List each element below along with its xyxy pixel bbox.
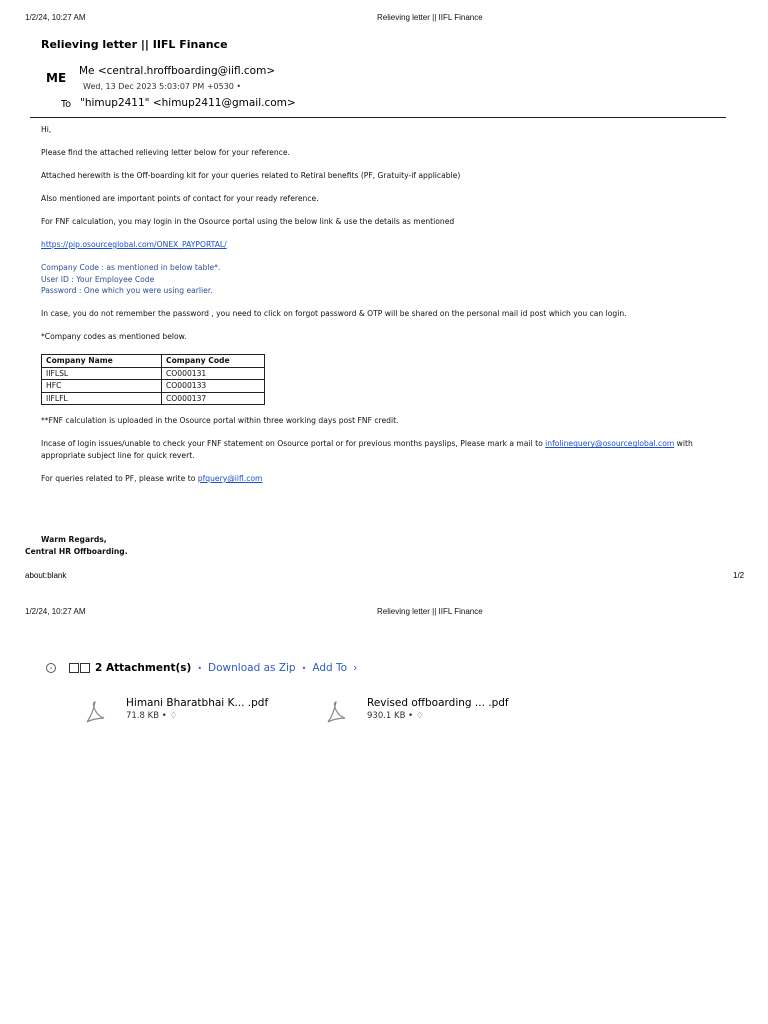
attachment-count: 2 Attachment(s): [95, 662, 192, 674]
regards-line: Warm Regards,: [41, 534, 107, 544]
attachment-name[interactable]: Revised offboarding ... .pdf: [367, 697, 509, 709]
tag-icon[interactable]: ♢: [415, 711, 424, 721]
attachment-name[interactable]: Himani Bharatbhai K... .pdf: [126, 697, 269, 709]
to-label: To: [61, 99, 72, 110]
checkbox-icon[interactable]: [69, 663, 79, 673]
print-title: Relieving letter || IIFL Finance: [377, 13, 483, 22]
body-paragraph: [41, 438, 731, 461]
table-row: [42, 392, 265, 405]
table-row: [42, 367, 265, 380]
pdf-icon: [84, 699, 106, 725]
body-paragraph: For FNF calculation, you may login in the Osource portal using the below link & use the details as mentioned: [41, 216, 455, 226]
avatar: ME: [46, 71, 67, 85]
email-subject: Relieving letter || IIFL Finance: [41, 38, 228, 51]
table-cell: HFC: [42, 380, 162, 393]
table-cell: CO000131: [162, 367, 265, 380]
login-details: [41, 262, 731, 297]
download-zip-link[interactable]: Download as Zip: [208, 662, 296, 674]
separator-dot: •: [301, 663, 307, 673]
email-body: [25, 124, 731, 558]
table-cell: IIFLSL: [42, 367, 162, 380]
attachment-meta: 930.1 KB • ♢: [367, 711, 424, 721]
table-header: Company Code: [162, 355, 265, 368]
email-to[interactable]: "himup2411" <himup2411@gmail.com>: [80, 97, 296, 109]
signature: [25, 534, 731, 558]
header-divider: [30, 117, 726, 118]
body-paragraph: *Company codes as mentioned below.: [41, 332, 187, 342]
user-id-line: User ID : Your Employee Code: [41, 274, 155, 284]
add-to-link[interactable]: Add To: [312, 662, 348, 674]
table-cell: IIFLFL: [42, 392, 162, 405]
collapse-icon[interactable]: ⌄: [46, 663, 56, 673]
page-footer-url: about:blank: [25, 571, 67, 580]
p9-text: For queries related to PF, please write to: [41, 473, 198, 483]
tag-icon[interactable]: ♢: [169, 711, 178, 721]
print-datetime: 1/2/24, 10:27 AM: [25, 13, 86, 22]
separator-dot: •: [197, 663, 203, 673]
attachment-meta: 71.8 KB • ♢: [126, 711, 178, 721]
attachments-bar: [46, 662, 357, 674]
pf-email-link[interactable]: pfquery@iifl.com: [197, 473, 263, 483]
body-paragraph: Please find the attached relieving letter below for your reference.: [41, 147, 290, 157]
greeting: Hi,: [41, 125, 52, 134]
signature-line: Central HR Offboarding.: [25, 546, 128, 556]
body-paragraph: **FNF calculation is uploaded in the Osource portal within three working days post FNF credit.: [41, 416, 399, 426]
body-paragraph: Also mentioned are important points of contact for your ready reference.: [41, 193, 319, 203]
table-cell: CO000137: [162, 392, 265, 405]
company-code-line: Company Code : as mentioned in below table*.: [41, 262, 221, 272]
body-paragraph: In case, you do not remember the password , you need to click on forgot password & OTP will be shared on the personal mail id post which you can login.: [41, 309, 627, 319]
attachment-item[interactable]: [84, 697, 268, 725]
print-datetime: 1/2/24, 10:27 AM: [25, 607, 86, 616]
attachment-size: 71.8 KB: [126, 711, 160, 721]
infoline-email-link[interactable]: infolinequery@osourceglobal.com: [545, 439, 675, 449]
table-header: Company Name: [42, 355, 162, 368]
table-header-row: [42, 355, 265, 368]
checkbox-icon[interactable]: [80, 663, 90, 673]
email-from[interactable]: Me <central.hroffboarding@iifl.com>: [79, 65, 276, 77]
attachment-size: 930.1 KB: [367, 711, 406, 721]
pdf-icon: [325, 699, 347, 725]
body-paragraph: Attached herewith is the Off-boarding kit for your queries related to Retiral benefits (PF, Gratuity-if applicable): [41, 170, 461, 180]
table-cell: CO000133: [162, 380, 265, 393]
chevron-right-icon[interactable]: ›: [353, 662, 358, 674]
p8-text-after: with appropriate subject line for quick revert.: [41, 439, 693, 460]
p8-text: Incase of login issues/unable to check your FNF statement on Osource portal or for previous months payslips, Please mark a mail to: [41, 439, 546, 449]
print-title: Relieving letter || IIFL Finance: [377, 607, 483, 616]
body-paragraph: [41, 473, 731, 485]
password-line: Password : One which you were using earlier.: [41, 286, 213, 296]
page-number: 1/2: [733, 571, 745, 580]
attachment-item[interactable]: [325, 697, 509, 725]
email-date: Wed, 13 Dec 2023 5:03:07 PM +0530 •: [83, 82, 242, 91]
company-codes-table: [41, 354, 265, 405]
portal-link[interactable]: https://pip.osourceglobal.com/ONEX_PAYPORTAL/: [41, 239, 227, 249]
table-row: [42, 380, 265, 393]
